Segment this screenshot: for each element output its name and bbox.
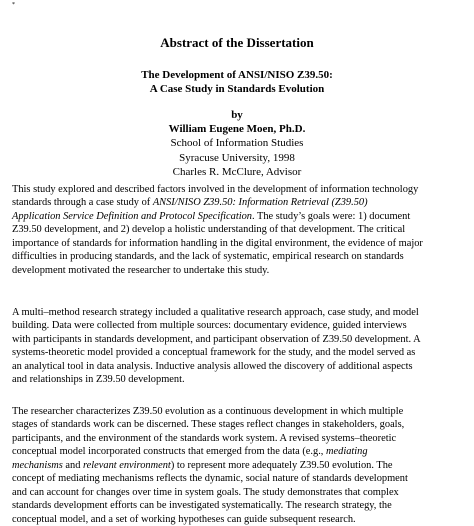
page-title: Abstract of the Dissertation: [160, 35, 314, 50]
affiliation-block: [0, 136, 474, 180]
text-line: Application Service Definition and Protocol Specification. The study’s goals were: 1) document: [12, 210, 411, 222]
text-line: systems-theoretic model provided a conceptual framework for the study, and the model served as: [12, 347, 416, 359]
italic-text: mechanisms: [12, 459, 63, 471]
text-line: A multi–method research strategy included a qualitative research approach, case study, and model: [12, 307, 419, 318]
text-line: and can account for changes over time in system goals. The study demonstrates that complex: [12, 486, 399, 498]
text-line: development motivated the researcher to undertake this study.: [12, 264, 270, 276]
text-line: with participants in standards development, and participant observation of Z39.50 development. A: [12, 333, 421, 345]
university-year: Syracuse University, 1998: [179, 151, 295, 164]
italic-text: mediating: [326, 446, 368, 458]
text-line: and relationships in Z39.50 development.: [12, 374, 185, 386]
italic-text: relevant environment: [83, 459, 171, 471]
text-line: participants, and the environment of the standards work system. A revised systems–theoretic: [12, 432, 397, 444]
text-line: conceptual model incorporated constructs that emerged from the data (e.g., mediating: [12, 446, 368, 458]
abstract-paragraph-1: [12, 183, 467, 277]
dissertation-title: [0, 68, 474, 96]
page-mark: *: [12, 2, 15, 8]
abstract-paragraph-2: [12, 306, 467, 387]
text-line: conceptual model, and a set of working hypotheses can guide subsequent research.: [12, 513, 356, 525]
author-name: William Eugene Moen, Ph.D.: [168, 123, 306, 135]
text-line: building. Data were collected from multiple sources: documentary evidence, guided interviews: [12, 320, 407, 332]
dissertation-title-line-2: A Case Study in Standards Evolution: [149, 83, 325, 95]
text-line: mechanisms and relevant environment) to represent more adequately Z39.50 evolution. The: [12, 459, 393, 471]
text-line: Z39.50 development, and 2) develop a holistic understanding of that development. The critical: [12, 224, 406, 236]
text-line: difficulties in producing standards, and the lack of systematic, empirical research on standards: [12, 251, 404, 263]
dissertation-title-line-1: The Development of ANSI/NISO Z39.50:: [141, 69, 333, 81]
italic-text: ANSI/NISO Z39.50: Information Retrieval (Z39.50): [152, 197, 368, 209]
text-line: importance of standards for information handling in the digital environment, the evidence of major: [12, 237, 423, 249]
italic-text: Application Service Definition and Protocol Specification: [12, 210, 252, 222]
text-line: standards through a case study of ANSI/NISO Z39.50: Information Retrieval (Z39.50): [12, 197, 368, 209]
text-line: concept of mediating mechanisms reflects the dynamic, social nature of standards development: [12, 473, 408, 485]
school-name: School of Information Studies: [170, 137, 304, 149]
text-line: standards development efforts can be investigated systematically. The research strategy, the: [12, 500, 392, 512]
text-line: stages of standards work can be discerned. These stages reflect changes in stakeholders, goals,: [12, 419, 405, 431]
abstract-paragraph-3: [12, 405, 467, 526]
text-line: This study explored and described factors involved in the development of information technology: [12, 184, 419, 195]
text-line: The researcher characterizes Z39.50 evolution as a continuous development in which multiple: [12, 406, 404, 417]
text-line: an analytical tool in data analysis. Inductive analysis allowed the discovery of additional aspects: [12, 360, 413, 372]
by-label: by: [231, 109, 243, 121]
advisor-name: Charles R. McClure, Advisor: [172, 166, 302, 178]
